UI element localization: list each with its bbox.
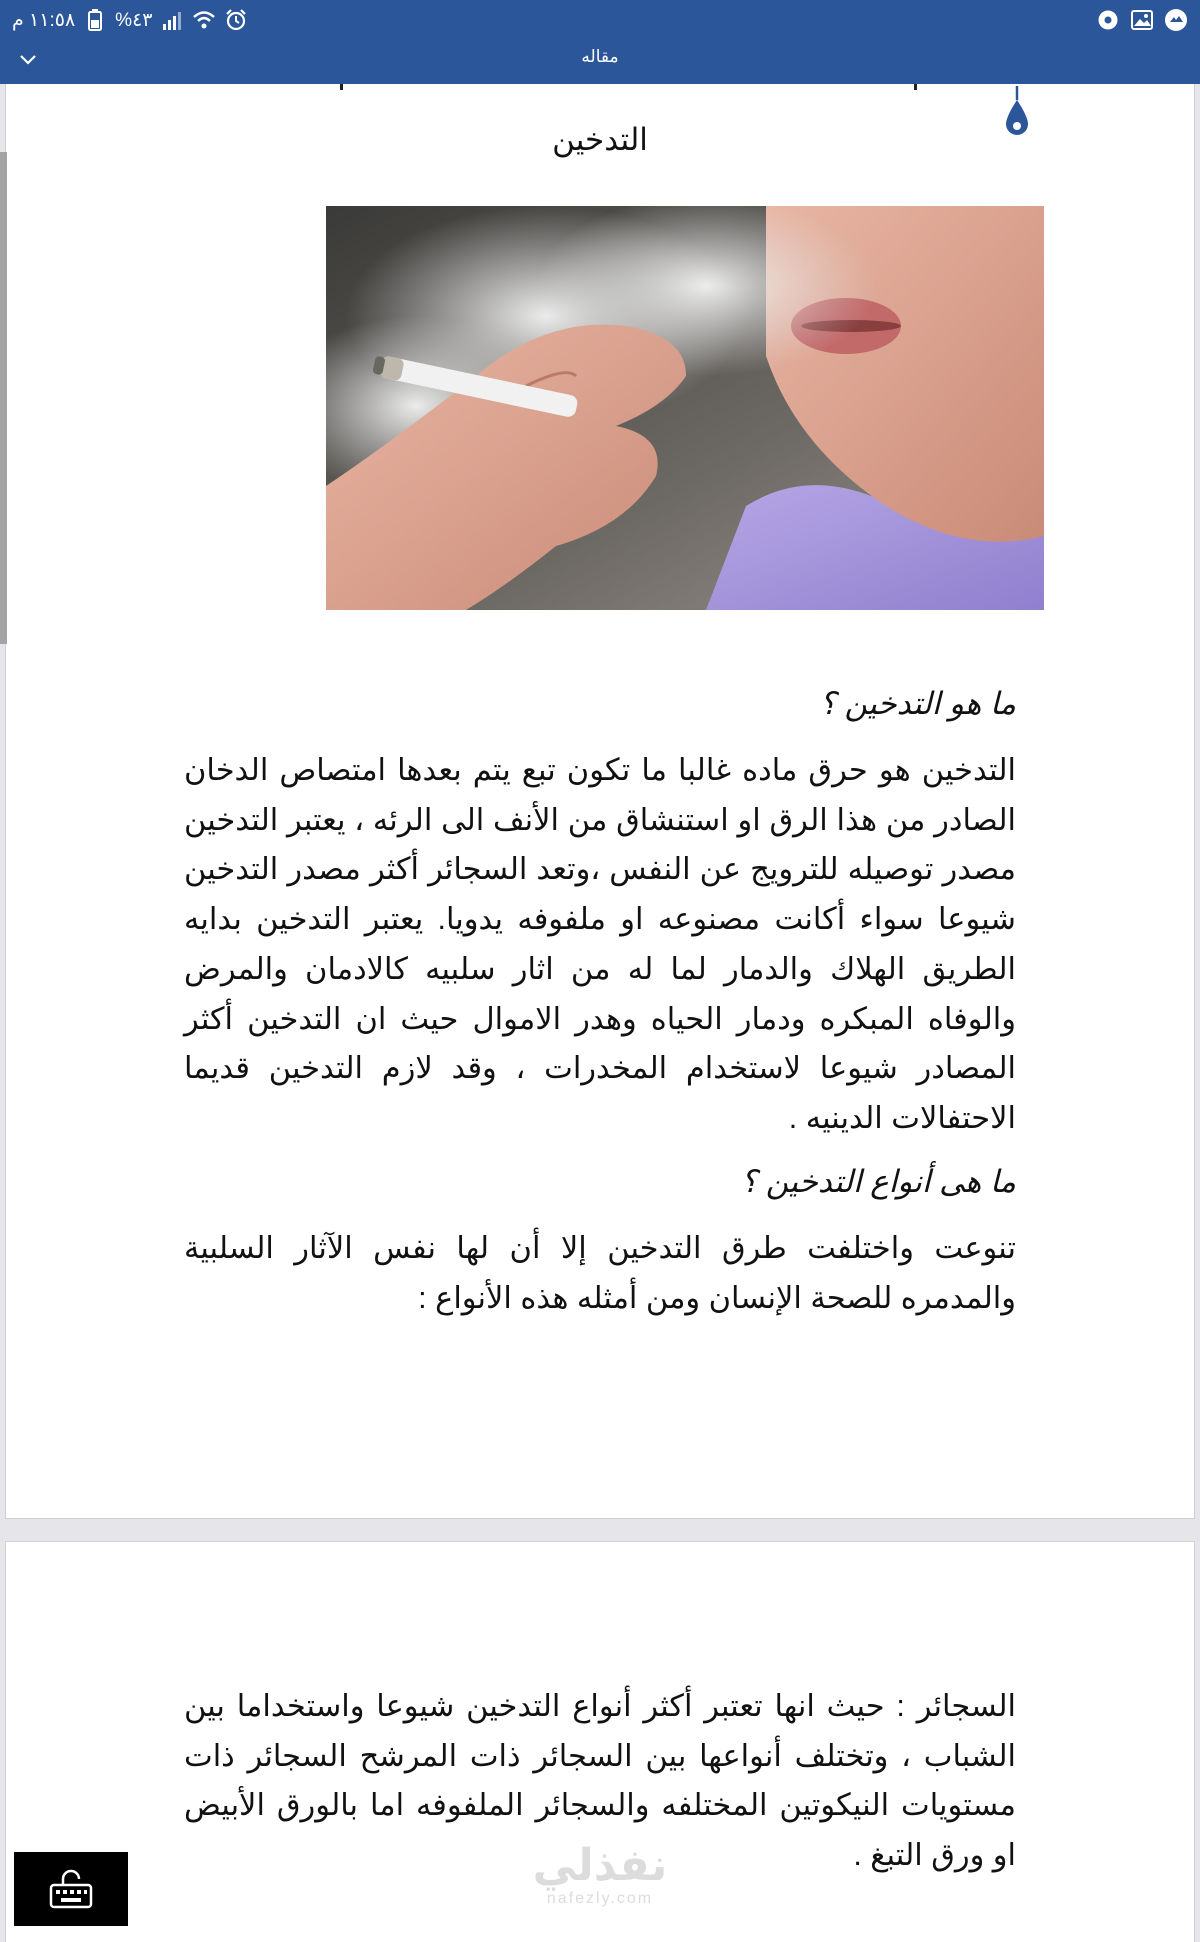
watermark-logo-text: نفذلي [532,1841,668,1890]
alarm-icon [224,8,248,32]
status-time: ١١:٥٨ م [12,9,76,31]
document-page-1 [6,84,1194,1518]
page-margin-mark [914,84,917,90]
status-left-group [12,8,248,32]
scrollbar-thumb[interactable] [0,152,7,644]
status-right-group [1096,8,1188,32]
section-heading[interactable]: ما هى أنواع التدخين ؟ [740,1164,1016,1199]
document-heading[interactable]: التدخين [552,122,648,157]
wifi-icon [192,8,216,32]
status-bar [0,0,1200,40]
keyboard-button[interactable] [14,1852,128,1926]
chevron-down-icon[interactable] [16,48,40,72]
image-icon [1130,8,1154,32]
paragraph[interactable]: التدخين هو حرق ماده غالبا ما تكون تبع يتم بعدها امتصاص الدخان الصادر من هذا الرق او استنشاق من الأنف الى الرئه ، يعتبر التدخين مصدر توصيله للترويج عن النفس ،وتعد السجائر أكثر مصدر التدخين شيوعا سواء أكانت مصنوعه او ملفوفه يدويا. يعتبر التدخين بدايه الطريق الهلاك والدمار لما له من اثار سلبيه كالادمان والمرض والوفاه المبكره ودمار الحياه وهدر الاموال حيث ان التدخين أكثر المصادر شيوعا لاستخدام المخدرات ، وقد لازم التدخين قديما الاحتفالات الدينيه . [184,753,1016,1135]
section-heading[interactable]: ما هو التدخين ؟ [819,686,1016,721]
watermark-site: nafezly.com [546,1890,654,1907]
signal-icon [160,8,184,32]
paragraph[interactable]: تنوعت واختلفت طرق التدخين إلا أن لها نفس الآثار السلبية والمدمره للصحة الإنسان ومن أمثله هذه الأنواع : [184,1231,1016,1315]
document-title[interactable]: مقاله [581,47,619,66]
battery-icon [83,8,107,32]
paragraph[interactable]: السجائر : حيث انها تعتبر أكثر أنواع التدخين شيوعا واستخداما بين الشباب ، وتختلف أنواعها بين السجائر ذات المرشح السجائر ذات مستويات النيكوتين المختلفه والسجائر الملفوفه اما بالورق الأبيض او ورق التبغ . [184,1689,1016,1873]
settings-icon [1096,8,1120,32]
page-margin-mark [340,84,343,90]
battery-percent: %٤٣ [115,9,153,31]
keyboard-unlock-icon [47,1869,95,1909]
cigarette-smoking-photo[interactable] [326,206,1044,610]
gamepad-icon [1164,8,1188,32]
document-page-2 [6,1542,1194,1942]
app-bar [0,0,1200,84]
